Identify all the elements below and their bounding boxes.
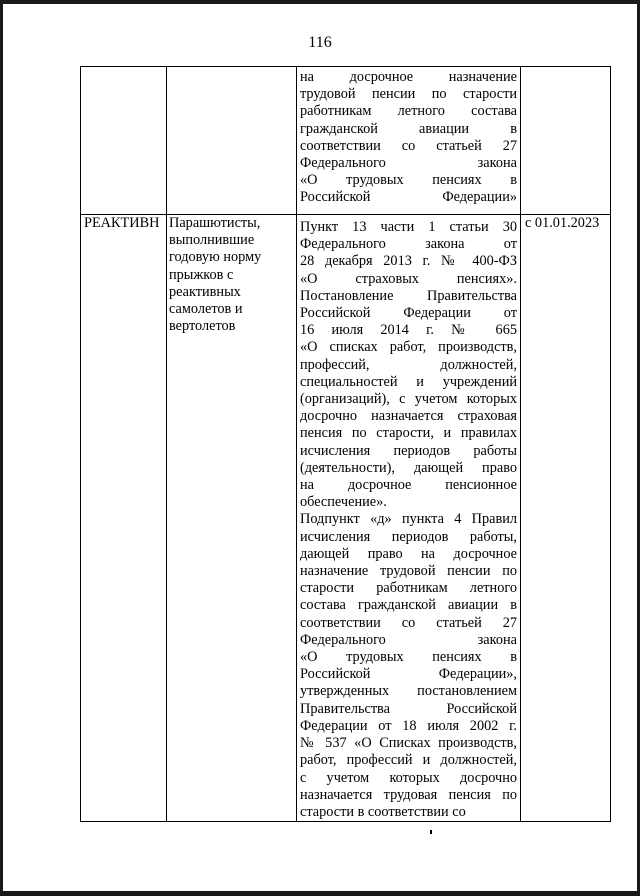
text-line: соответствии со статьей 27 [300, 614, 517, 631]
text-line: на досрочное пенсионное [300, 477, 517, 494]
text-line: Пункт 13 части 1 статьи 30 [300, 219, 517, 235]
text-line: специальностей и учреждений [300, 373, 517, 390]
text-line: Парашютисты, [169, 215, 261, 231]
text-line: самолетов и [169, 301, 243, 318]
text-line: «О трудовых пенсиях в [300, 649, 517, 666]
text-line: «О списках работ, производств, [300, 339, 517, 356]
text-line: № 537 «О Списках производств, [300, 735, 517, 752]
text-line: с учетом которых досрочно [300, 769, 517, 786]
text-line: Российской Федерации от [300, 305, 517, 322]
text-line: Федерального закона [300, 631, 517, 648]
text-line: исчисления периодов работы [300, 442, 517, 459]
text-line: соответствии со статьей 27 [300, 137, 517, 154]
scan-border-top [0, 0, 640, 4]
text-line: вертолетов [169, 318, 236, 335]
text-line: дающей право на досрочное [300, 545, 517, 562]
document-table [80, 66, 611, 822]
text-line: обеспечение». [300, 494, 387, 511]
table-row [81, 67, 611, 215]
description-cell [167, 215, 297, 822]
text-line: выполнившие [169, 232, 255, 249]
text-line: назначение трудовой пенсии по [300, 563, 517, 580]
legal-basis-cell [297, 215, 521, 822]
text-line: (организаций), с учетом которых [300, 391, 517, 408]
text-line: «О страховых пенсиях». [300, 270, 517, 287]
text-line: реактивных [169, 283, 241, 300]
description-cell-empty [167, 67, 297, 215]
date-cell-empty [521, 67, 611, 215]
code-cell-empty [81, 67, 167, 215]
text-line: Подпункт «д» пункта 4 Правил [300, 511, 517, 528]
text-line: старости в соответствии со [300, 803, 466, 820]
text-line: гражданской авиации в [300, 120, 517, 137]
legal-basis-text [300, 219, 517, 821]
scan-border-bottom [0, 891, 640, 896]
scan-speck [430, 830, 432, 834]
text-line: Федерального закона от [300, 236, 517, 253]
text-line: назначается трудовая пенсия по [300, 786, 517, 803]
text-line: (деятельности), дающей право [300, 459, 517, 476]
text-line: «О трудовых пенсиях в [300, 172, 517, 189]
text-line: состава гражданской авиации в [300, 597, 517, 614]
legal-basis-text [300, 69, 517, 207]
text-line: Правительства Российской [300, 700, 517, 717]
text-line: пенсия по старости, и правилах [300, 425, 517, 442]
text-line: 16 июля 2014 г. № 665 [300, 322, 517, 339]
text-line: Российской Федерации», [300, 666, 517, 683]
text-line: работникам летного состава [300, 103, 517, 120]
text-line: утвержденных постановлением [300, 683, 517, 700]
text-line: трудовой пенсии по старости [300, 86, 517, 103]
text-line: старости работникам летного [300, 580, 517, 597]
description-text [169, 215, 293, 335]
code-cell: РЕАКТИВН [81, 215, 167, 822]
text-line: исчисления периодов работы, [300, 528, 517, 545]
text-line: Федерации от 18 июля 2002 г. [300, 717, 517, 734]
table-row [81, 215, 611, 822]
text-line: Федерального закона [300, 155, 517, 172]
text-line: 28 декабря 2013 г. № 400-ФЗ [300, 253, 517, 270]
text-line: на досрочное назначение [300, 69, 517, 85]
legal-basis-cell [297, 67, 521, 215]
text-line: Постановление Правительства [300, 287, 517, 304]
text-line: профессий, должностей, [300, 356, 517, 373]
text-line: досрочно назначается страховая [300, 408, 517, 425]
page-number: 116 [308, 34, 332, 51]
scan-border-left [0, 0, 3, 896]
effective-date-cell: с 01.01.2023 [521, 215, 611, 822]
text-line: прыжков с [169, 266, 234, 283]
text-line: работ, профессий и должностей, [300, 752, 517, 769]
text-line: годовую норму [169, 249, 262, 266]
text-line: Российской Федерации» [300, 189, 517, 206]
